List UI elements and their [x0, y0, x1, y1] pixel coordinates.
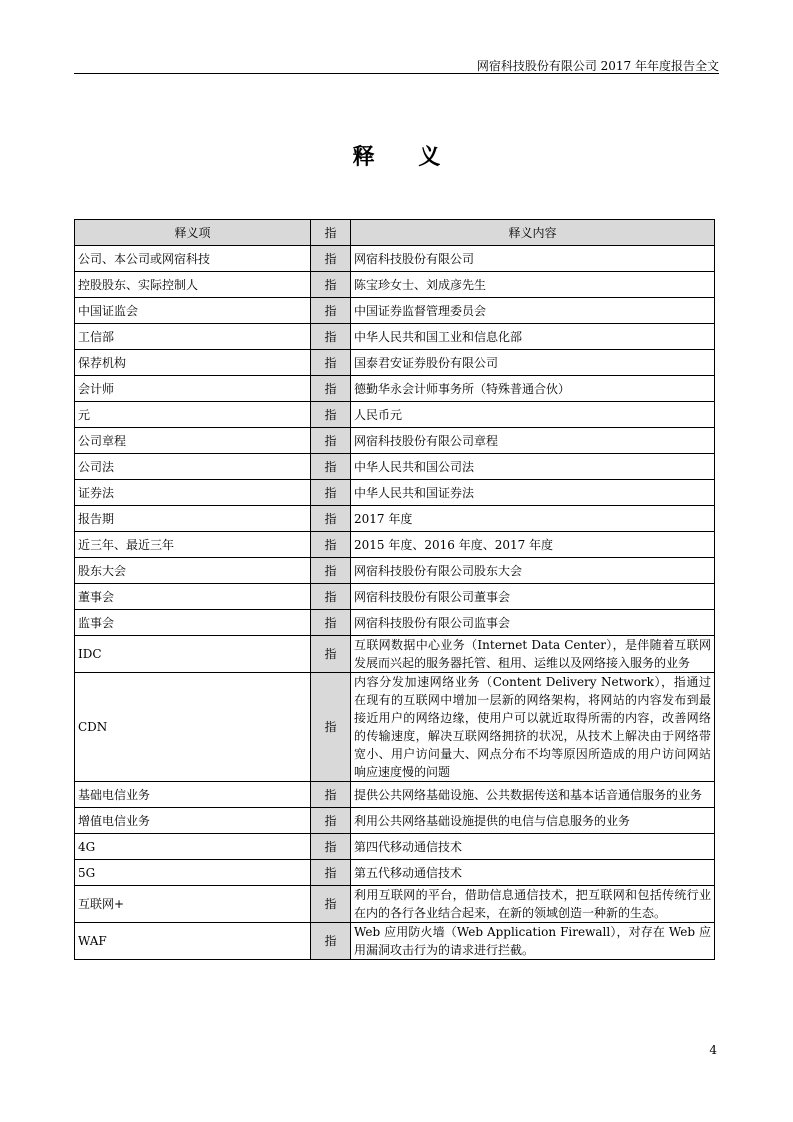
meaning-cell: 国泰君安证券股份有限公司 — [351, 350, 715, 376]
ref-cell: 指 — [311, 834, 351, 860]
term-cell: 股东大会 — [75, 558, 311, 584]
term-cell: 基础电信业务 — [75, 782, 311, 808]
meaning-cell: 网宿科技股份有限公司章程 — [351, 428, 715, 454]
meaning-cell: 陈宝珍女士、刘成彦先生 — [351, 272, 715, 298]
term-cell: 董事会 — [75, 584, 311, 610]
ref-cell: 指 — [311, 350, 351, 376]
ref-cell: 指 — [311, 782, 351, 808]
ref-cell: 指 — [311, 558, 351, 584]
term-cell: 公司法 — [75, 454, 311, 480]
meaning-cell: 2015 年度、2016 年度、2017 年度 — [351, 532, 715, 558]
table-row — [75, 610, 715, 636]
term-cell: 近三年、最近三年 — [75, 532, 311, 558]
ref-cell: 指 — [311, 532, 351, 558]
table-row — [75, 298, 715, 324]
ref-cell: 指 — [311, 610, 351, 636]
column-header-ref: 指 — [311, 220, 351, 246]
ref-cell: 指 — [311, 272, 351, 298]
meaning-cell: 利用公共网络基础设施提供的电信与信息服务的业务 — [351, 808, 715, 834]
meaning-cell: 网宿科技股份有限公司监事会 — [351, 610, 715, 636]
term-cell: 保荐机构 — [75, 350, 311, 376]
ref-cell: 指 — [311, 636, 351, 673]
table-row — [75, 923, 715, 960]
ref-cell: 指 — [311, 298, 351, 324]
ref-cell: 指 — [311, 584, 351, 610]
table-row — [75, 428, 715, 454]
table-header-row — [75, 220, 715, 246]
meaning-cell: 2017 年度 — [351, 506, 715, 532]
term-cell: IDC — [75, 636, 311, 673]
term-cell: 公司章程 — [75, 428, 311, 454]
term-cell: CDN — [75, 673, 311, 782]
page-number: 4 — [709, 1043, 717, 1057]
definitions-table — [74, 219, 715, 960]
ref-cell: 指 — [311, 324, 351, 350]
table-row — [75, 532, 715, 558]
table-row — [75, 376, 715, 402]
meaning-cell: 网宿科技股份有限公司董事会 — [351, 584, 715, 610]
table-row — [75, 480, 715, 506]
meaning-cell: 中华人民共和国公司法 — [351, 454, 715, 480]
term-cell: 会计师 — [75, 376, 311, 402]
meaning-cell: 网宿科技股份有限公司 — [351, 246, 715, 272]
term-cell: WAF — [75, 923, 311, 960]
table-row — [75, 558, 715, 584]
term-cell: 报告期 — [75, 506, 311, 532]
meaning-cell: 第五代移动通信技术 — [351, 860, 715, 886]
term-cell: 4G — [75, 834, 311, 860]
ref-cell: 指 — [311, 808, 351, 834]
meaning-cell: 提供公共网络基础设施、公共数据传送和基本话音通信服务的业务 — [351, 782, 715, 808]
table-row — [75, 246, 715, 272]
term-cell: 监事会 — [75, 610, 311, 636]
table-row — [75, 860, 715, 886]
table-row — [75, 808, 715, 834]
term-cell: 5G — [75, 860, 311, 886]
term-cell: 互联网+ — [75, 886, 311, 923]
ref-cell: 指 — [311, 860, 351, 886]
meaning-cell: Web 应用防火墙（Web Application Firewall），对存在 Web 应用漏洞攻击行为的请求进行拦截。 — [351, 923, 715, 960]
term-cell: 中国证监会 — [75, 298, 311, 324]
ref-cell: 指 — [311, 402, 351, 428]
term-cell: 工信部 — [75, 324, 311, 350]
table-row — [75, 454, 715, 480]
meaning-cell: 德勤华永会计师事务所（特殊普通合伙） — [351, 376, 715, 402]
page-title: 释 义 — [352, 144, 459, 170]
meaning-cell: 中华人民共和国证券法 — [351, 480, 715, 506]
table-row — [75, 673, 715, 782]
ref-cell: 指 — [311, 376, 351, 402]
ref-cell: 指 — [311, 246, 351, 272]
meaning-cell: 人民币元 — [351, 402, 715, 428]
running-header: 网宿科技股份有限公司 2017 年年度报告全文 — [476, 59, 719, 73]
meaning-cell: 中华人民共和国工业和信息化部 — [351, 324, 715, 350]
meaning-cell: 中国证券监督管理委员会 — [351, 298, 715, 324]
ref-cell: 指 — [311, 506, 351, 532]
table-row — [75, 272, 715, 298]
header-divider — [74, 73, 719, 74]
table-row — [75, 350, 715, 376]
table-row — [75, 886, 715, 923]
column-header-meaning: 释义内容 — [351, 220, 715, 246]
ref-cell: 指 — [311, 428, 351, 454]
table-row — [75, 834, 715, 860]
term-cell: 控股股东、实际控制人 — [75, 272, 311, 298]
meaning-cell: 网宿科技股份有限公司股东大会 — [351, 558, 715, 584]
term-cell: 证券法 — [75, 480, 311, 506]
term-cell: 公司、本公司或网宿科技 — [75, 246, 311, 272]
meaning-cell: 利用互联网的平台，借助信息通信技术，把互联网和包括传统行业在内的各行各业结合起来，在新的领域创造一种新的生态。 — [351, 886, 715, 923]
ref-cell: 指 — [311, 480, 351, 506]
ref-cell: 指 — [311, 923, 351, 960]
table-row — [75, 402, 715, 428]
column-header-term: 释义项 — [75, 220, 311, 246]
table-row — [75, 324, 715, 350]
ref-cell: 指 — [311, 454, 351, 480]
table-row — [75, 782, 715, 808]
table-row — [75, 584, 715, 610]
meaning-cell: 第四代移动通信技术 — [351, 834, 715, 860]
ref-cell: 指 — [311, 886, 351, 923]
table-row — [75, 636, 715, 673]
meaning-cell: 互联网数据中心业务（Internet Data Center），是伴随着互联网发展而兴起的服务器托管、租用、运维以及网络接入服务的业务 — [351, 636, 715, 673]
table-row — [75, 506, 715, 532]
term-cell: 元 — [75, 402, 311, 428]
ref-cell: 指 — [311, 673, 351, 782]
term-cell: 增值电信业务 — [75, 808, 311, 834]
meaning-cell: 内容分发加速网络业务（Content Delivery Network），指通过在现有的互联网中增加一层新的网络架构，将网站的内容发布到最接近用户的网络边缘，使用户可以就近取得所需的内容，改善网络的传输速度，解决互联网络拥挤的状况，从技术上解决由于网络带宽小、用户访问量大、网点分布不均等原因所造成的用户访问网站响应速度慢的问题 — [351, 673, 715, 782]
